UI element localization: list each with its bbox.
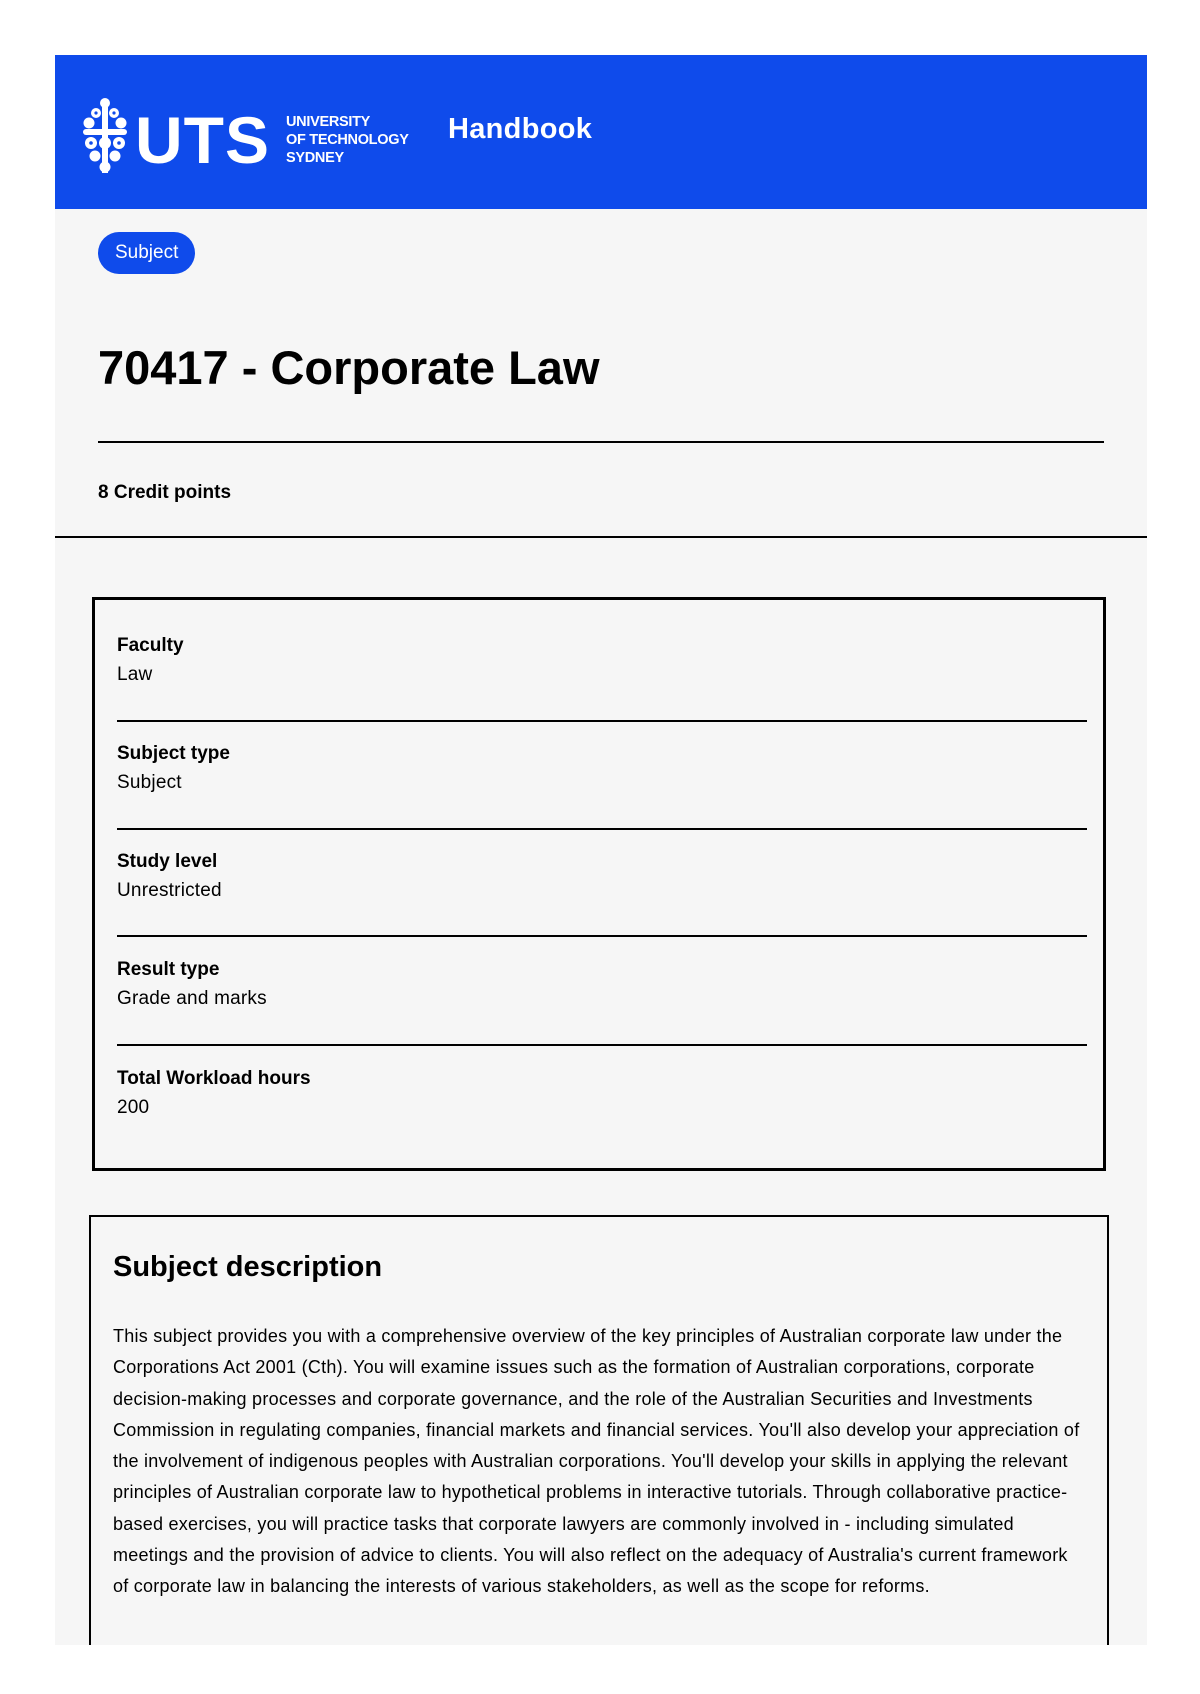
logo-line-1: UNIVERSITY bbox=[286, 114, 371, 130]
detail-divider bbox=[117, 1044, 1087, 1046]
subject-badge: Subject bbox=[98, 232, 195, 274]
logo-line-2: OF TECHNOLOGY bbox=[286, 132, 409, 148]
detail-value: 200 bbox=[117, 1097, 150, 1118]
detail-value: Law bbox=[117, 664, 153, 685]
logo-wordmark: UTS bbox=[135, 103, 270, 177]
detail-faculty bbox=[117, 632, 1085, 690]
uts-crest-icon bbox=[81, 97, 129, 175]
detail-subject-type bbox=[117, 740, 1085, 798]
handbook-page bbox=[55, 55, 1147, 1645]
detail-divider bbox=[117, 935, 1087, 937]
detail-divider bbox=[117, 720, 1087, 722]
detail-label: Study level bbox=[117, 851, 218, 872]
logo-university-name bbox=[286, 113, 426, 167]
detail-label: Subject type bbox=[117, 743, 230, 764]
detail-label: Faculty bbox=[117, 635, 184, 656]
subject-details-box bbox=[92, 597, 1106, 1171]
detail-total-workload bbox=[117, 1065, 1085, 1123]
section-divider bbox=[55, 536, 1147, 538]
detail-study-level bbox=[117, 848, 1085, 906]
detail-label: Result type bbox=[117, 959, 220, 980]
site-header bbox=[55, 55, 1147, 209]
detail-value: Unrestricted bbox=[117, 880, 222, 901]
detail-result-type bbox=[117, 956, 1085, 1014]
detail-divider bbox=[117, 828, 1087, 830]
page-title: 70417 - Corporate Law bbox=[98, 341, 600, 394]
detail-value: Grade and marks bbox=[117, 988, 267, 1009]
title-divider bbox=[98, 441, 1104, 443]
description-body: This subject provides you with a comprehensive overview of the key principles of Australian corporate law under the Corporations Act 2001 (Cth). You will examine issues such as the formation of Australian corporations, corporate decision-making processes and corporate governance, and the role of the Australian Securities and Investments Commission in regulating companies, financial markets and financial services. You'll also develop your appreciation of the involvement of indigenous peoples with Australian corporations. You'll develop your skills in applying the relevant principles of Australian corporate law to hypothetical problems in interactive tutorials. Through collaborative practice-based exercises, you will practice tasks that corporate lawyers are commonly involved in - including simulated meetings and the provision of advice to clients. You will also reflect on the adequacy of Australia's current framework of corporate law in balancing the interests of various stakeholders, as well as the scope for reforms. bbox=[113, 1326, 1080, 1597]
detail-value: Subject bbox=[117, 772, 182, 793]
handbook-title-link[interactable]: Handbook bbox=[448, 113, 593, 145]
logo-line-3: SYDNEY bbox=[286, 150, 344, 166]
uts-logo[interactable] bbox=[81, 105, 426, 175]
description-heading: Subject description bbox=[113, 1251, 383, 1283]
credit-points: 8 Credit points bbox=[98, 482, 232, 503]
detail-label: Total Workload hours bbox=[117, 1068, 311, 1089]
subject-description-box bbox=[89, 1215, 1109, 1645]
